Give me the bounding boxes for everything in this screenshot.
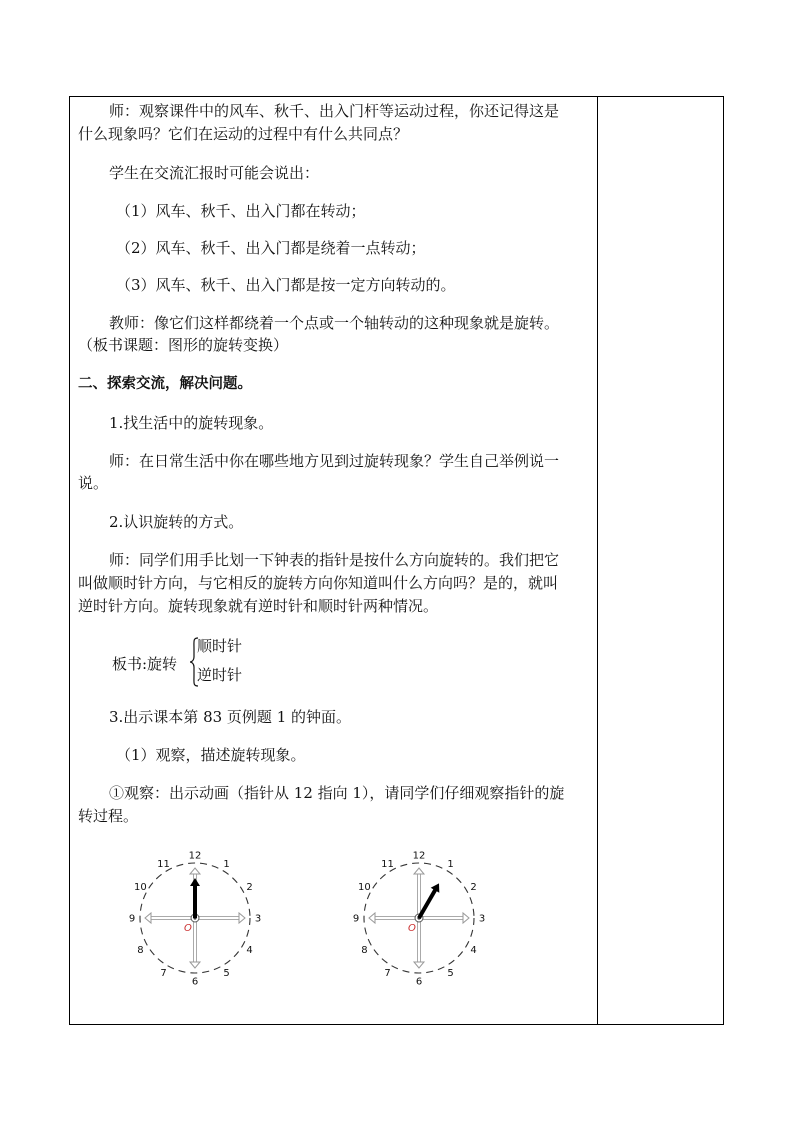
lesson-table: [69, 96, 724, 1025]
text-line: 叫做顺时针方向，与它相反的旋转方向你知道叫什么方向吗？是的，就叫: [78, 574, 559, 592]
clock-number: 11: [381, 858, 394, 870]
clock-number: 2: [470, 882, 477, 893]
guide-arrowhead: [414, 962, 424, 968]
clock-number: 9: [352, 913, 360, 925]
text-line: （2）风车、秋千、出入门都是绕着一点转动；: [116, 239, 426, 257]
text-line: 师：在日常生活中你在哪些地方见到过旋转现象？学生自己举例说一: [109, 452, 560, 470]
board-label: 板书:旋转: [112, 655, 178, 673]
clock-number: 7: [160, 968, 167, 980]
guide-arrowhead: [414, 868, 424, 874]
board-writing: [112, 635, 272, 691]
text-line: 学生在交流汇报时可能会说出：: [109, 164, 320, 182]
clock-number: 10: [134, 882, 147, 893]
text-line: （3）风车、秋千、出入门都是按一定方向转动的。: [116, 276, 456, 294]
text-line: 3.出示课本第 83 页例题 1 的钟面。: [109, 708, 352, 726]
clock-hand: [419, 889, 436, 918]
clock-number: 2: [246, 882, 253, 893]
guide-arrowhead: [463, 913, 469, 923]
clock-number: 4: [246, 945, 253, 956]
text-line: （1）观察，描述旋转现象。: [116, 746, 306, 764]
guide-arrowhead: [239, 913, 245, 923]
clock-number: 10: [358, 882, 371, 893]
text-line: （1）风车、秋千、出入门都在转动；: [116, 202, 366, 220]
board-clockwise: 顺时针: [197, 637, 243, 655]
clock-number: 6: [191, 976, 199, 988]
guide-arrowhead: [190, 868, 200, 874]
clock-number: 3: [254, 913, 262, 925]
clock-number: 3: [478, 913, 486, 925]
text-line: 转过程。: [78, 807, 139, 825]
section-heading: 二、探索交流，解决问题。: [78, 376, 252, 392]
text-line: 师：同学们用手比划一下钟表的指针是按什么方向旋转的。我们把它: [109, 551, 560, 569]
clock-number: 1: [447, 858, 454, 870]
guide-arrowhead: [145, 913, 151, 923]
clock-number: 9: [128, 913, 136, 925]
clock-face-left: [120, 843, 270, 993]
text-line: 什么现象吗？它们在运动的过程中有什么共同点？: [78, 125, 409, 143]
clock-number: 5: [447, 968, 454, 980]
text-line: ①观察：出示动画（指针从 12 指向 1），请同学们仔细观察指针的旋: [109, 784, 565, 802]
center-label: O: [184, 923, 192, 934]
clock-number: 1: [223, 858, 230, 870]
clock-number: 6: [415, 976, 423, 988]
guide-arrowhead: [190, 962, 200, 968]
clock-number: 11: [157, 858, 170, 870]
text-line: 师：观察课件中的风车、秋千、出入门杆等运动过程，你还记得这是: [109, 102, 560, 120]
clock-face-right: [344, 843, 494, 993]
text-line: （板书课题：图形的旋转变换）: [78, 336, 289, 354]
text-line: 说。: [78, 474, 109, 492]
clock-number: 4: [470, 945, 477, 956]
clock-hand-arrowhead: [190, 878, 200, 886]
column-divider: [597, 97, 598, 1024]
text-line: 教师：像它们这样都绕着一个点或一个轴转动的这种现象就是旋转。: [109, 314, 560, 332]
clock-number: 12: [188, 850, 202, 862]
clock-number: 5: [223, 968, 230, 980]
text-line: 1.找生活中的旋转现象。: [109, 414, 274, 432]
clock-number: 8: [361, 945, 368, 956]
clock-number: 7: [384, 968, 391, 980]
board-counterclockwise: 逆时针: [197, 666, 243, 684]
text-line: 逆时针方向。旋转现象就有逆时针和顺时针两种情况。: [78, 597, 439, 615]
clock-number: 12: [412, 850, 426, 862]
text-line: 2.认识旋转的方式。: [109, 513, 244, 531]
guide-arrowhead: [369, 913, 375, 923]
center-label: O: [408, 923, 416, 934]
clock-number: 8: [137, 945, 144, 956]
